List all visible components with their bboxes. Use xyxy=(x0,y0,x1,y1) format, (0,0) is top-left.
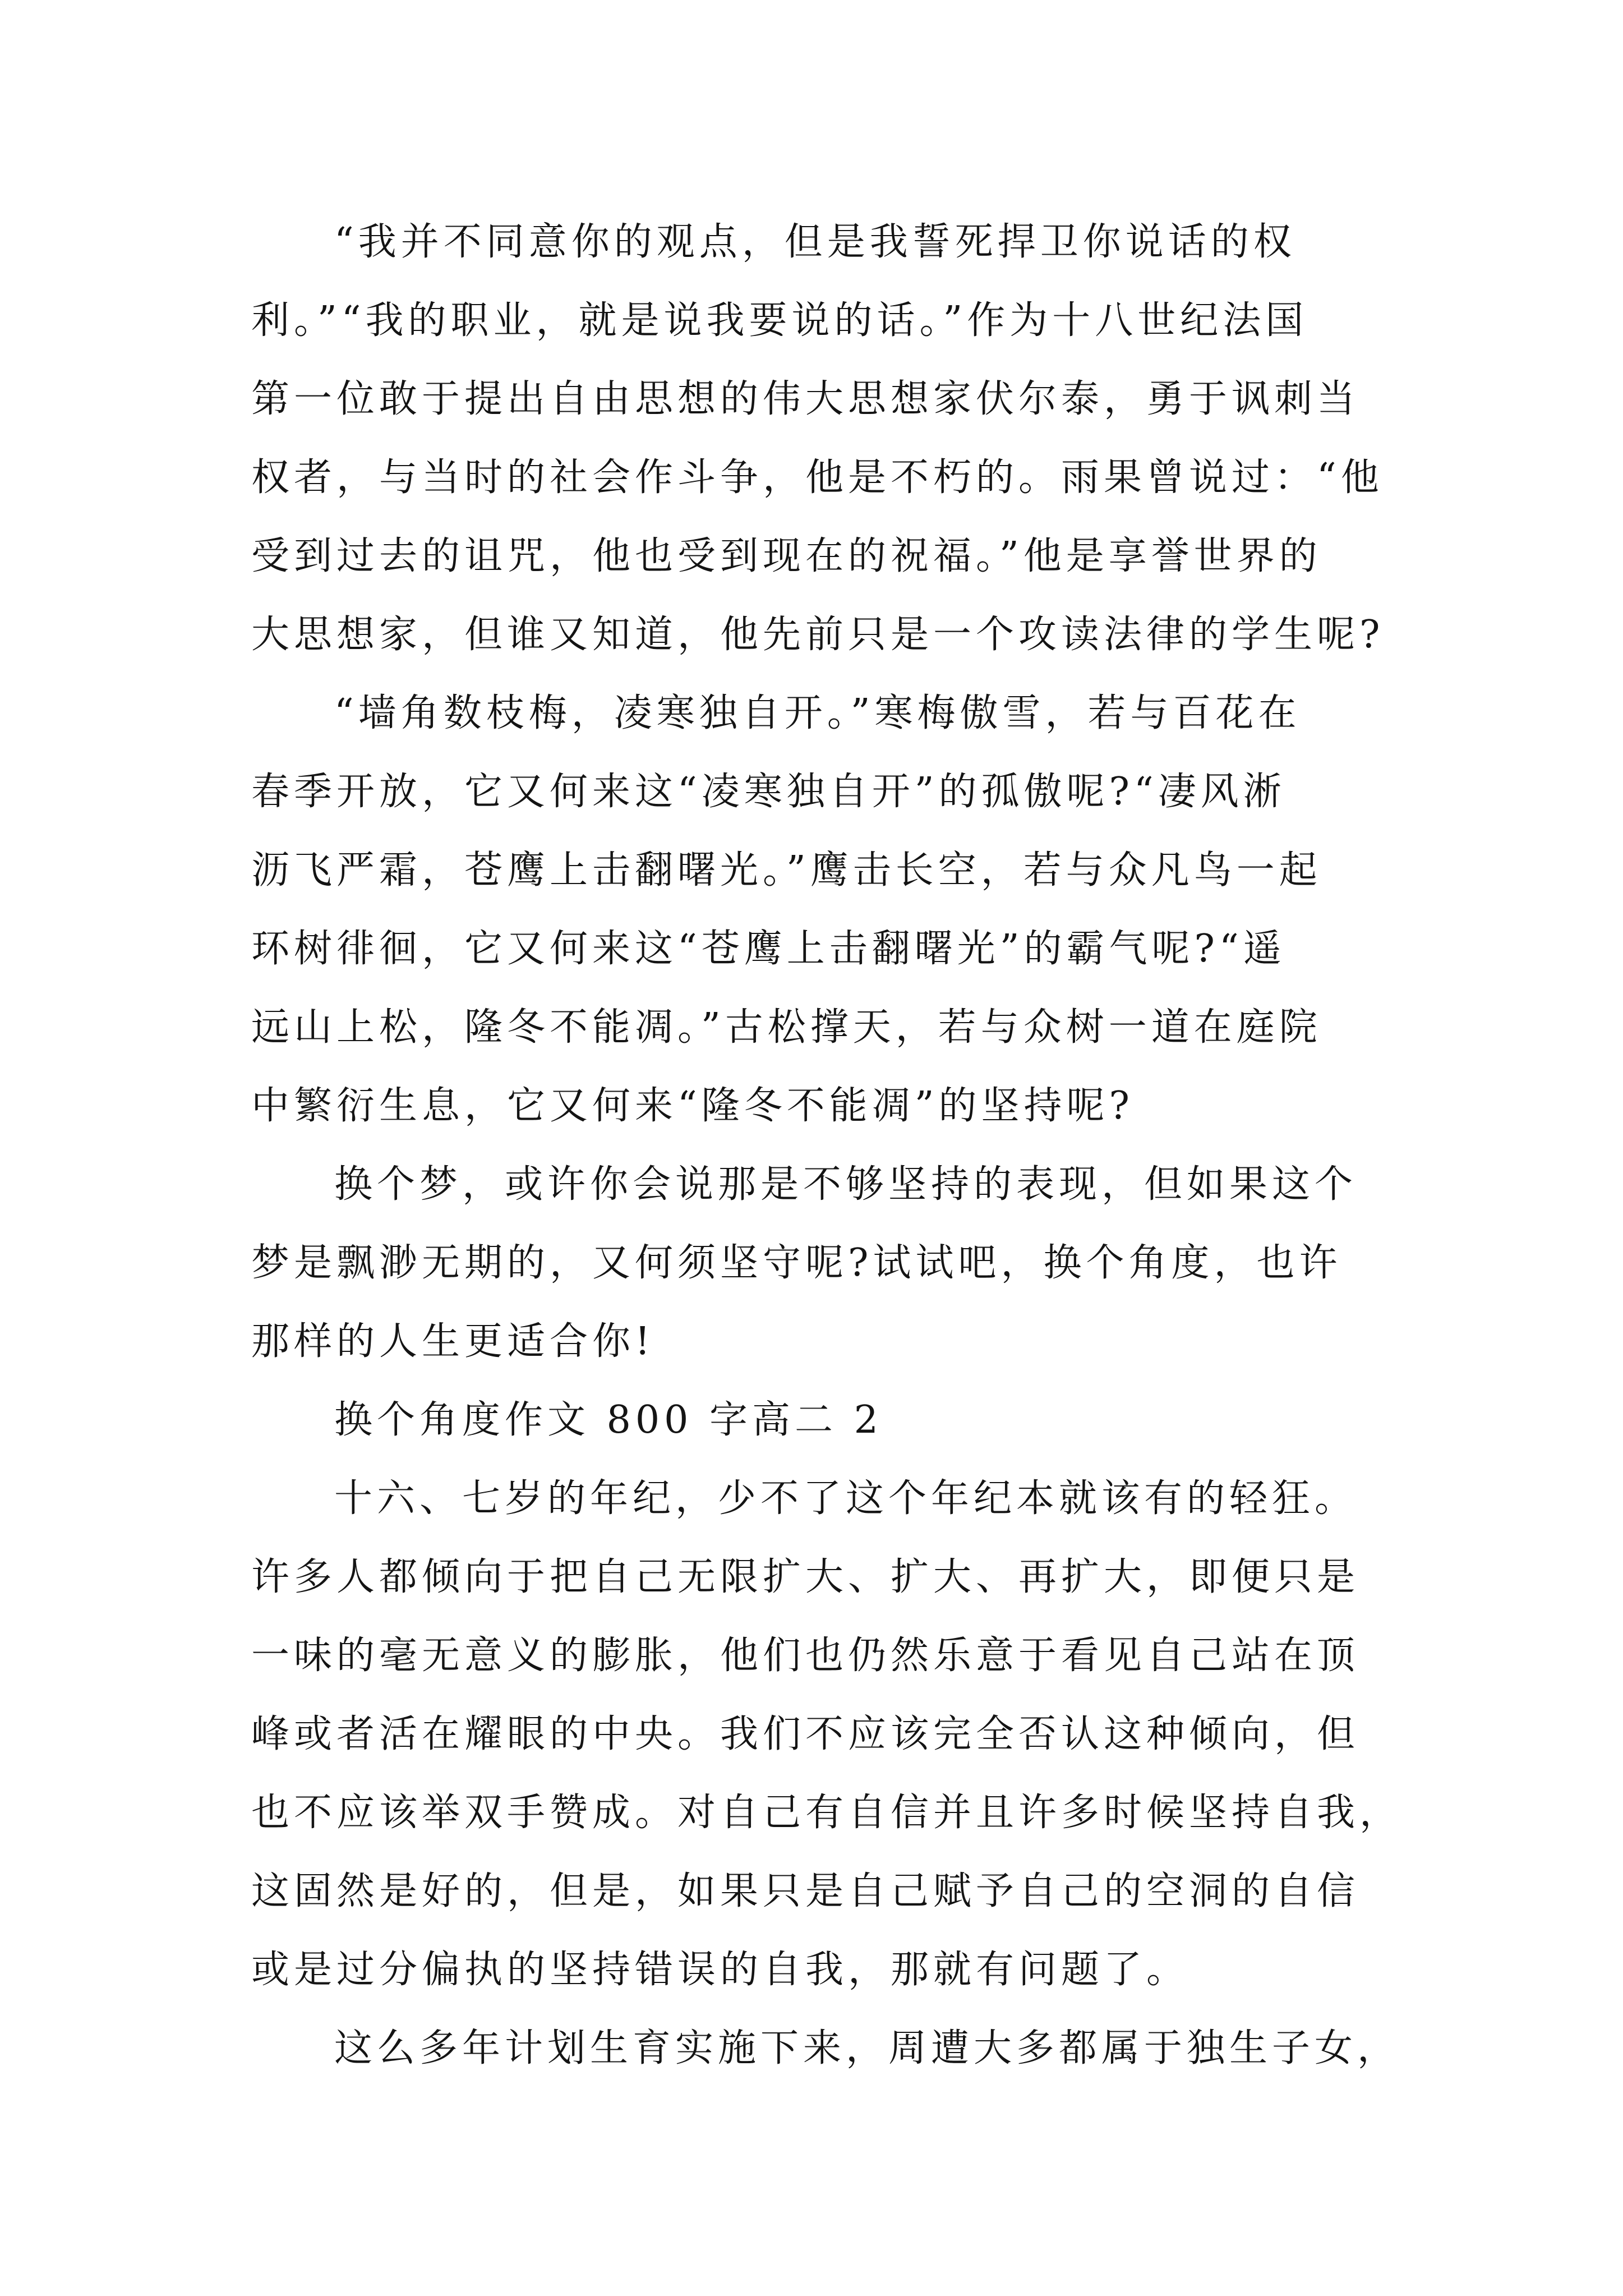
paragraph-line: 峰或者活在耀眼的中央。我们不应该完全否认这种倾向，但 xyxy=(251,1712,1360,1756)
paragraph-line: 那样的人生更适合你! xyxy=(251,1319,655,1364)
paragraph-line: 十六、七岁的年纪，少不了这个年纪本就该有的轻狂。 xyxy=(334,1476,1358,1521)
paragraph-line: 远山上松，隆冬不能凋。”古松撑天，若与众树一道在庭院 xyxy=(251,1005,1322,1050)
paragraph-line: 第一位敢于提出自由思想的伟大思想家伏尔泰，勇于讽刺当 xyxy=(251,377,1360,421)
paragraph-line: 这固然是好的，但是，如果只是自己赋予自己的空洞的自信 xyxy=(251,1869,1360,1913)
paragraph-line: 利。”“我的职业，就是说我要说的话。”作为十八世纪法国 xyxy=(251,298,1308,343)
paragraph-line: “我并不同意你的观点，但是我誓死捍卫你说话的权 xyxy=(334,220,1296,264)
paragraph-line: “墙角数枝梅，凌寒独自开。”寒梅傲雪，若与百花在 xyxy=(334,691,1301,735)
document-body xyxy=(251,203,1403,2088)
paragraph-line: 环树徘徊，它又何来这“苍鹰上击翻曙光”的霸气呢?“遥 xyxy=(251,927,1286,971)
paragraph-line: 权者，与当时的社会作斗争，他是不朽的。雨果曾说过：“他 xyxy=(251,455,1384,500)
paragraph-line: 一味的毫无意义的膨胀，他们也仍然乐意于看见自己站在顶 xyxy=(251,1634,1360,1678)
paragraph-line: 梦是飘渺无期的，又何须坚守呢?试试吧，换个角度，也许 xyxy=(251,1241,1342,1285)
paragraph-line: 也不应该举双手赞成。对自己有自信并且许多时候坚持自我， xyxy=(251,1791,1403,1835)
paragraph-line: 这么多年计划生育实施下来，周遭大多都属于独生子女， xyxy=(334,2026,1400,2070)
paragraph-line: 春季开放，它又何来这“凌寒独自开”的孤傲呢?“凄风淅 xyxy=(251,770,1286,814)
paragraph-line: 中繁衍生息，它又何来“隆冬不能凋”的坚持呢? xyxy=(251,1084,1134,1128)
paragraph-line: 或是过分偏执的坚持错误的自我，那就有问题了。 xyxy=(251,1948,1189,1992)
paragraph-line: 受到过去的诅咒，他也受到现在的祝福。”他是享誉世界的 xyxy=(251,534,1322,578)
paragraph-line: 换个梦，或许你会说那是不够坚持的表现，但如果这个 xyxy=(334,1162,1358,1207)
paragraph-line: 沥飞严霜，苍鹰上击翻曙光。”鹰击长空，若与众凡鸟一起 xyxy=(251,848,1322,892)
paragraph-line: 大思想家，但谁又知道，他先前只是一个攻读法律的学生呢? xyxy=(251,613,1385,657)
paragraph-line: 许多人都倾向于把自己无限扩大、扩大、再扩大，即便只是 xyxy=(251,1555,1360,1599)
section-heading: 换个角度作文 800 字高二 2 xyxy=(334,1398,883,1442)
